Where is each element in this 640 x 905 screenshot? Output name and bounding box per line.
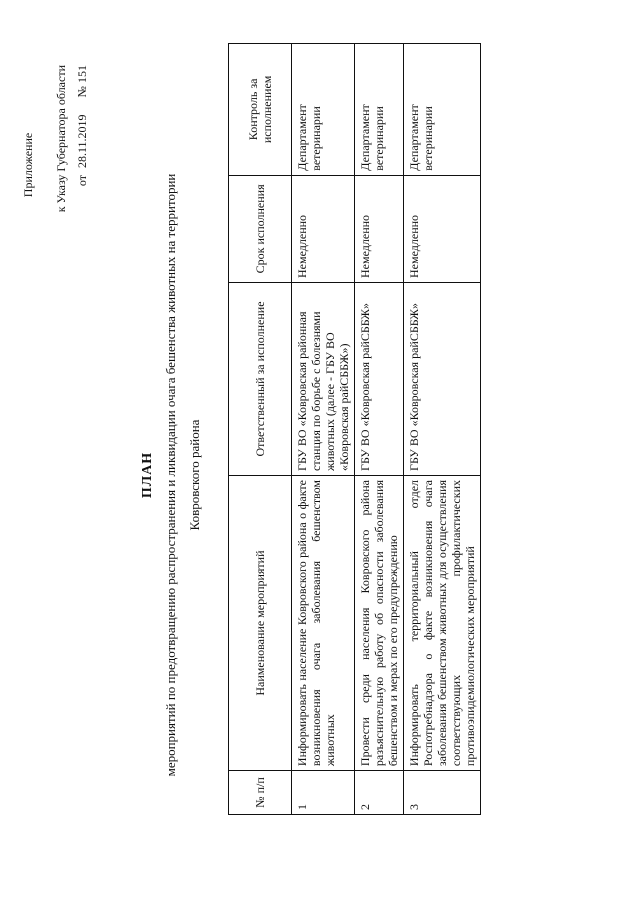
attachment-subtitle: к Указу Губернатора области <box>54 65 68 213</box>
row-deadline: Немедленно <box>355 175 404 282</box>
row-responsible: ГБУ ВО «Ковровская райСББЖ» <box>404 282 481 475</box>
header-responsible: Ответственный за исполнение <box>229 282 292 475</box>
header-name: Наименование мероприятий <box>229 475 292 770</box>
attachment-title: Приложение <box>21 132 35 198</box>
attachment-number: № 151 <box>75 65 89 98</box>
attachment-date-prefix: от <box>75 175 89 187</box>
row-deadline: Немедленно <box>292 175 355 282</box>
row-responsible: ГБУ ВО «Ковровская райСББЖ» <box>355 282 404 475</box>
row-control: Департамент ветеринарии <box>404 44 481 176</box>
row-name: Информировать территориальный отдел Роспотребнадзора о факте возникновения очага заболевания бешенством животных для осуществления соответствующих профилактических противоэпидемиологических мероприятий <box>404 475 481 770</box>
header-num: № п/п <box>229 771 292 815</box>
plan-subtitle-line2: Ковровского района <box>187 419 202 531</box>
plan-subtitle-line1: мероприятий по предотвращению распространения и ликвидации очага бешенства животных на территории <box>163 173 178 777</box>
title-block <box>140 165 204 785</box>
row-control: Департамент ветеринарии <box>292 44 355 176</box>
table-header-row <box>229 44 292 815</box>
row-num: 1 <box>292 771 355 815</box>
row-responsible: ГБУ ВО «Ковровская районная станция по борьбе с болезнями животных (далее - ГБУ ВО «Ковровская райСББЖ») <box>292 282 355 475</box>
plan-title: ПЛАН <box>140 451 155 499</box>
row-deadline: Немедленно <box>404 175 481 282</box>
attachment-date: 28.11.2019 <box>75 114 89 169</box>
table-row <box>404 44 481 815</box>
row-name: Информировать население Ковровского района о факте возникновения очага заболевания бешенством животных <box>292 475 355 770</box>
row-num: 3 <box>404 771 481 815</box>
attachment-date-line <box>74 65 91 265</box>
table-row <box>355 44 404 815</box>
attachment-block <box>20 65 91 265</box>
plan-table <box>228 43 481 815</box>
row-num: 2 <box>355 771 404 815</box>
header-deadline: Срок исполнения <box>229 175 292 282</box>
header-control: Контроль за исполнением <box>229 44 292 176</box>
table-row <box>292 44 355 815</box>
row-name: Провести среди населения Ковровского района разъяснительную работу об опасности заболевания бешенством и мерах по его предупреждению <box>355 475 404 770</box>
row-control: Департамент ветеринарии <box>355 44 404 176</box>
